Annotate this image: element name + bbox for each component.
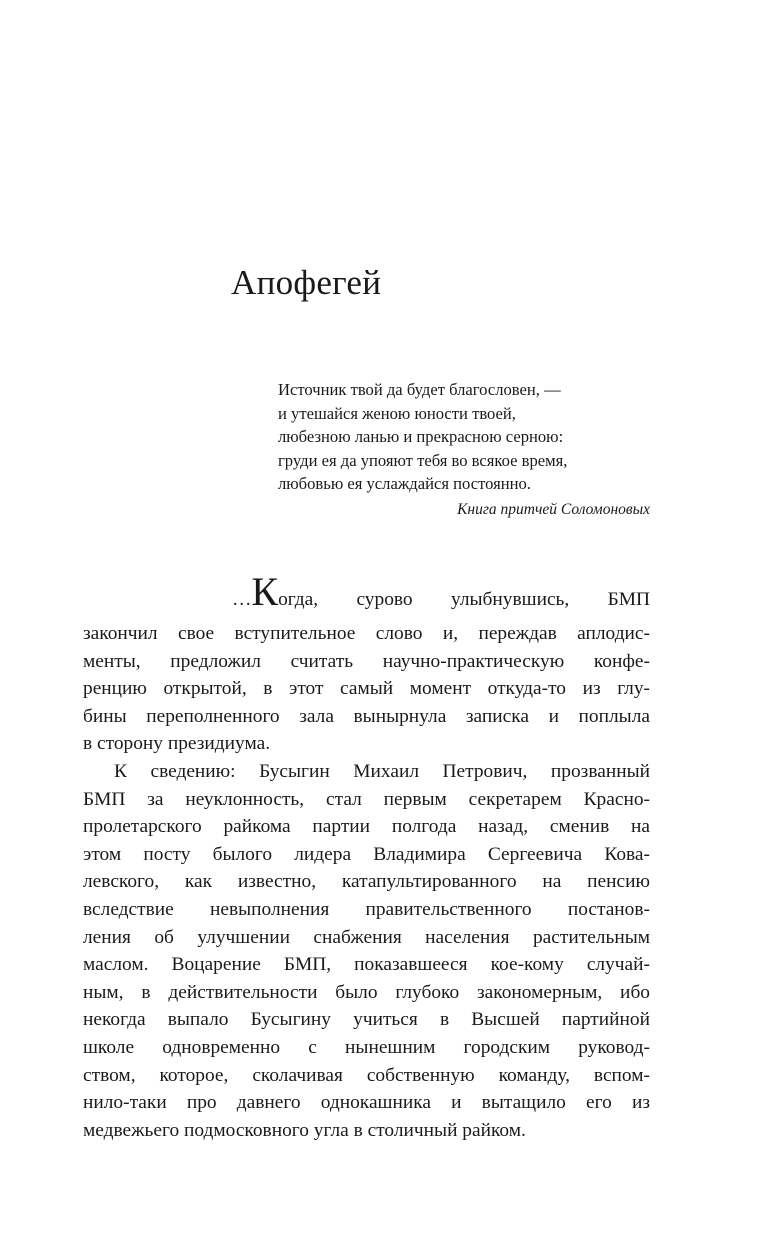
epigraph-line: груди ея да упояют тебя во всякое время, (278, 450, 568, 470)
paragraph-line: левского, как известно, катапультированного на пенсию (83, 871, 650, 893)
drop-cap: К (251, 569, 279, 614)
epigraph-line: и утешайся женою юности твоей, (278, 403, 516, 423)
first-line-text: огда, сурово улыбнувшись, БМП (278, 589, 650, 610)
paragraph-line: БМП за неуклонность, стал первым секретарем Красно- (83, 788, 650, 810)
paragraph-line: нило-таки про давнего однокашника и вытащило его из (83, 1092, 650, 1114)
epigraph-line: любезною ланью и прекрасною серною: (278, 427, 564, 447)
paragraph-line: К сведению: Бусыгин Михаил Петрович, прозванный (114, 760, 650, 782)
body-text (83, 569, 650, 1144)
paragraph-line: медвежьего подмосковного угла в столичный райком. (83, 1119, 526, 1141)
paragraph-line: ренцию открытой, в этот самый момент откуда-то из глу- (83, 678, 650, 700)
epigraph (278, 378, 650, 522)
paragraph-line: ления об улучшении снабжения населения растительным (83, 926, 650, 948)
paragraph-line: бины переполненного зала вынырнула записка и поплыла (83, 705, 650, 727)
paragraph-line: некогда выпало Бусыгину учиться в Высшей партийной (83, 1009, 650, 1031)
epigraph-line: Источник твой да будет благословен, — (278, 380, 561, 399)
paragraph-line: ством, которое, сколачивая собственную команду, вспом- (83, 1064, 650, 1086)
paragraph-line: ным, в действительности было глубоко закономерным, ибо (83, 981, 650, 1003)
epigraph-line: любовью ея услаждайся постоянно. (278, 474, 531, 494)
paragraph-line: этом посту былого лидера Владимира Сергеевича Кова- (83, 843, 650, 865)
chapter-title: Апофегей (231, 263, 382, 302)
paragraph-line: пролетарского райкома партии полгода назад, сменив на (83, 816, 650, 838)
epigraph-source: Книга притчей Соломоновых (457, 500, 650, 518)
paragraph-line: вследствие невыполнения правительственного постанов- (83, 898, 650, 920)
paragraph-line: менты, предложил считать научно-практическую конфе- (83, 650, 650, 672)
paragraph-line: маслом. Воцарение БМП, показавшееся кое-кому случай- (83, 954, 650, 976)
paragraph-line: в сторону президиума. (83, 733, 271, 755)
first-line (83, 569, 650, 620)
ellipsis: … (232, 589, 252, 610)
paragraph-line: закончил свое вступительное слово и, переждав аплодис- (83, 623, 650, 644)
paragraph-line: школе одновременно с нынешним городским руковод- (83, 1036, 650, 1058)
